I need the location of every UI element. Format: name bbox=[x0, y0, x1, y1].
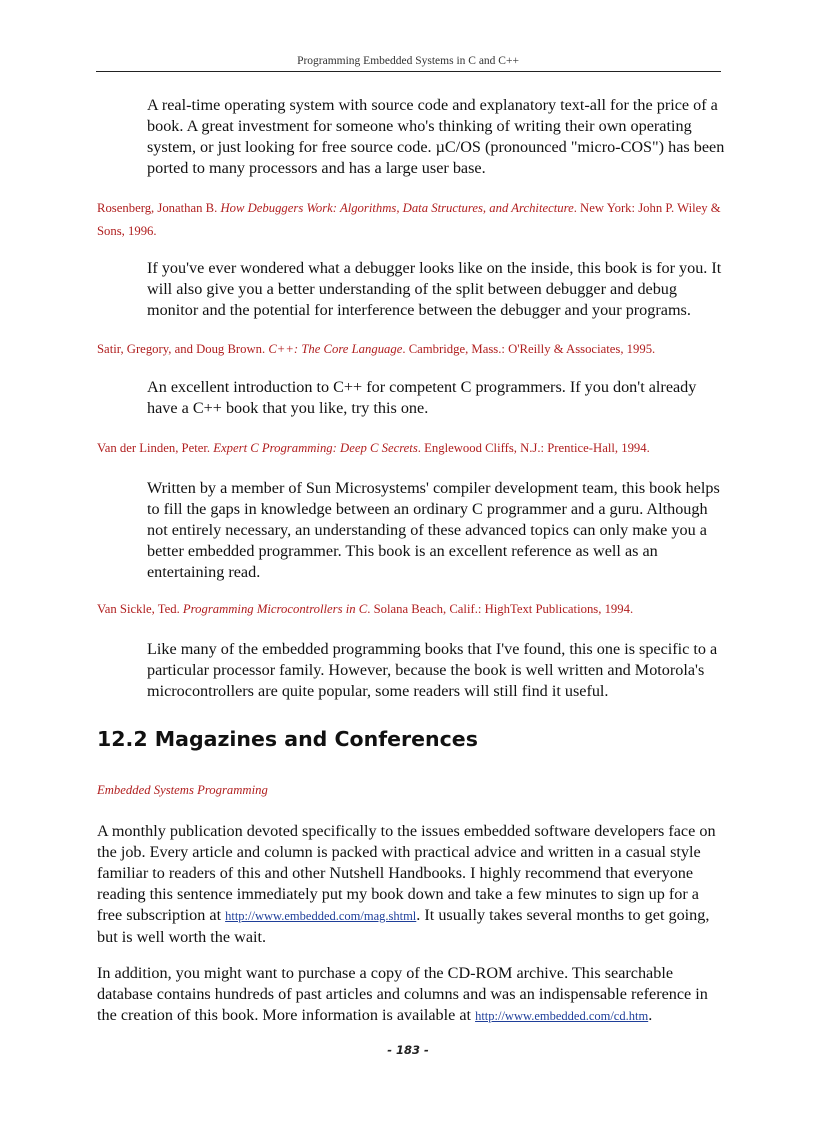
citation-publisher: . Solana Beach, Calif.: HighText Publications, 1994. bbox=[367, 602, 634, 616]
annotation-paragraph: An excellent introduction to C++ for competent C programmers. If you don't already have a C++ book that you like, try this one. bbox=[147, 378, 697, 417]
magazine-title: Embedded Systems Programming bbox=[97, 783, 268, 797]
paragraph-text: . It usually takes several months to get going, but is well worth the wait. bbox=[97, 906, 710, 946]
annotation-paragraph: If you've ever wondered what a debugger looks like on the inside, this book is for you. It will also give you a better understanding of the split between debugger and debug monitor and the potential for interference between the debugger and your programs. bbox=[147, 259, 722, 319]
citation-rosenberg bbox=[97, 197, 727, 243]
citation-author: Van Sickle, Ted. bbox=[97, 602, 183, 616]
cd-archive-link[interactable]: http://www.embedded.com/cd.htm bbox=[475, 1009, 649, 1023]
annotation-paragraph: Written by a member of Sun Microsystems' compiler development team, this book helps to fill the gaps in knowledge between an ordinary C programmer and a guru. Although not entirely necessary, an understanding of these advanced topics can only make you a better embedded programmer. This book is an excellent reference as well as an entertaining read. bbox=[147, 479, 720, 581]
citation-title: C++: The Core Language bbox=[268, 342, 403, 356]
magazine-description bbox=[97, 821, 727, 948]
citation-author: Van der Linden, Peter. bbox=[97, 441, 214, 455]
citation-publisher: . Englewood Cliffs, N.J.: Prentice-Hall, 1994. bbox=[417, 441, 650, 455]
citation-publisher: . Cambridge, Mass.: O'Reilly & Associates, 1995. bbox=[402, 342, 656, 356]
annotation-paragraph: Like many of the embedded programming books that I've found, this one is specific to a particular processor family. However, because the book is well written and Motorola's microcontrollers are quite popular, some readers will still find it useful. bbox=[147, 640, 718, 700]
citation-title: How Debuggers Work: Algorithms, Data Structures, and Architecture bbox=[220, 201, 574, 215]
section-heading: 12.2 Magazines and Conferences bbox=[97, 727, 478, 751]
paragraph-text: A monthly publication devoted specifically to the issues embedded software developers face on the job. Every article and column is packed with practical advice and written in a casual style familiar to readers of this and other Nutshell Handbooks. I highly recommend that everyone reading this sentence immediately put my book down and take a few minutes to sign up for a free subscription at bbox=[97, 822, 716, 924]
paragraph-text: In addition, you might want to purchase a copy of the CD-ROM archive. This searchable database contains hundreds of past articles and columns and was an indispensable reference in the creation of this book. More information is available at bbox=[97, 964, 708, 1024]
citation-publisher: . New York: John P. Wiley & Sons, 1996. bbox=[97, 201, 721, 238]
paragraph-text: . bbox=[648, 1006, 653, 1024]
running-header: Programming Embedded Systems in C and C++ bbox=[297, 55, 519, 67]
page-number: - 183 - bbox=[387, 1043, 429, 1057]
citation-satir bbox=[97, 338, 727, 361]
header-rule bbox=[96, 71, 721, 72]
mag-subscription-link[interactable]: http://www.embedded.com/mag.shtml bbox=[225, 909, 417, 923]
citation-title: Programming Microcontrollers in C bbox=[182, 602, 368, 616]
citation-title: Expert C Programming: Deep C Secrets bbox=[213, 441, 418, 455]
cdrom-description bbox=[97, 963, 727, 1027]
citation-author: Satir, Gregory, and Doug Brown. bbox=[97, 342, 269, 356]
citation-author: Rosenberg, Jonathan B. bbox=[97, 201, 221, 215]
citation-van-der-linden bbox=[97, 437, 727, 460]
annotation-paragraph: A real-time operating system with source code and explanatory text-all for the price of a book. A great investment for someone who's thinking of writing their own operating system, or just looking for free source code. µC/OS (pronounced "micro-COS") has been ported to many processors and has a large user base. bbox=[147, 96, 725, 177]
citation-van-sickle bbox=[97, 598, 727, 621]
